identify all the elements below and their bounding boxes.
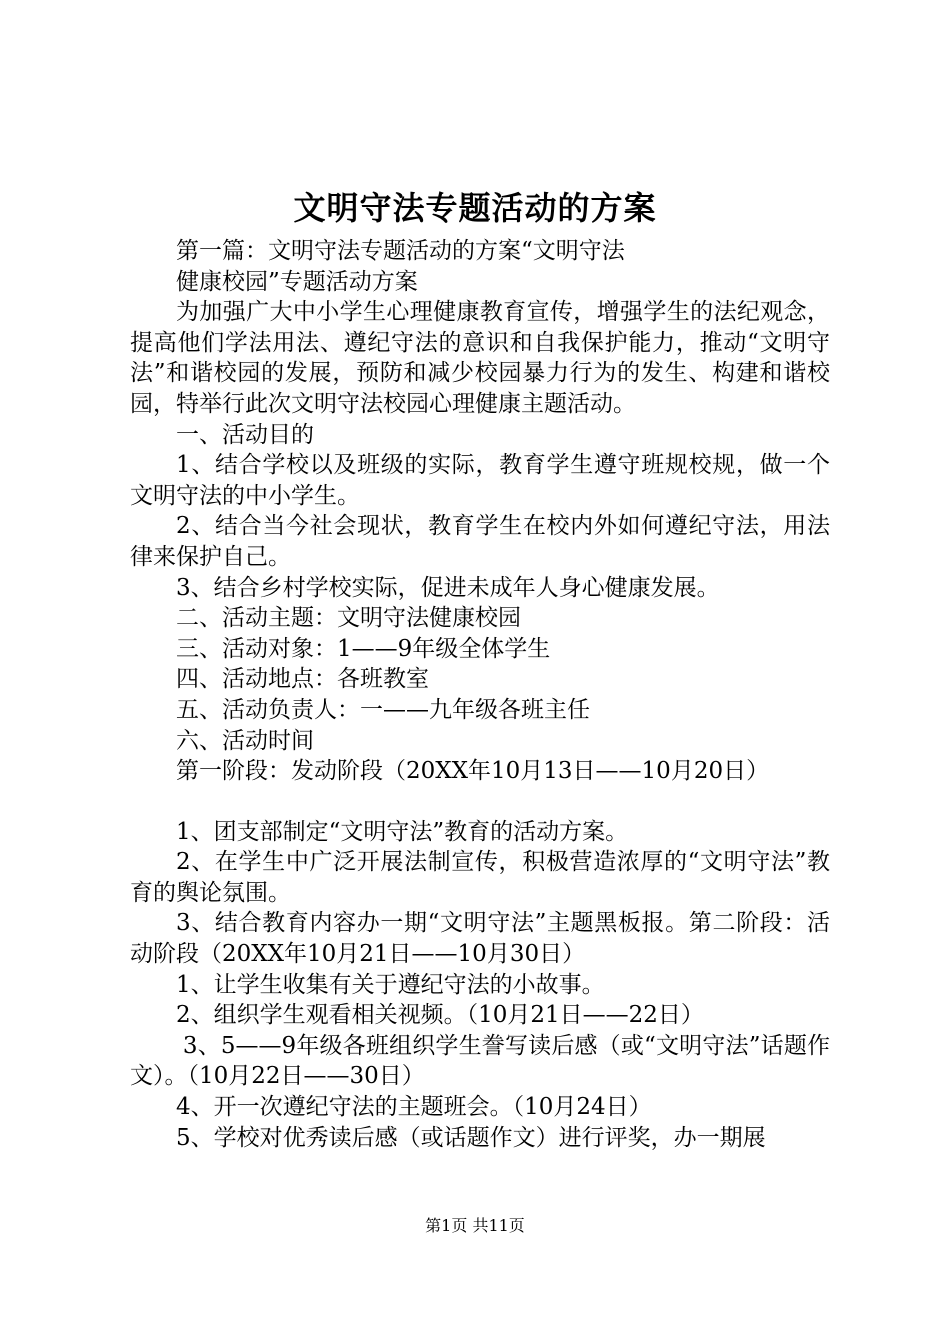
blank-line	[130, 787, 830, 817]
stage-item: 3、结合教育内容办一期“文明守法”主题黑板报。第二阶段：活动阶段（20XX年10月21日——10月30日）	[130, 910, 830, 968]
stage-item: 4、开一次遵纪守法的主题班会。（10月24日）	[176, 1094, 652, 1121]
section-heading: 第一篇：文明守法专题活动的方案“文明守法	[176, 238, 625, 264]
stage-item: 2、组织学生观看相关视频。（10月21日——22日）	[176, 1002, 704, 1029]
purpose-item: 3、结合乡村学校实际，促进未成年人身心健康发展。	[176, 574, 720, 601]
document-body	[130, 236, 830, 1153]
document-title: 文明守法专题活动的方案	[293, 189, 657, 227]
activity-location: 四、活动地点：各班教室	[176, 666, 429, 693]
heading-time: 六、活动时间	[176, 727, 314, 754]
purpose-item: 1、结合学校以及班级的实际，教育学生遵守班规校规，做一个文明守法的中小学生。	[130, 452, 830, 509]
purpose-item: 2、结合当今社会现状，教育学生在校内外如何遵纪守法，用法律来保护自己。	[130, 513, 830, 570]
stage-item: 2、在学生中广泛开展法制宣传，积极营造浓厚的“文明守法”教育的舆论氛围。	[130, 849, 830, 906]
stage-item: 3、5——9年级各班组织学生誊写读后感（或“文明守法”话题作文）。（10月22日——30日）	[130, 1032, 830, 1090]
activity-target: 三、活动对象：1——9年级全体学生	[176, 635, 551, 662]
stage-item: 5、学校对优秀读后感（或话题作文）进行评奖，办一期展	[176, 1124, 766, 1151]
stage-one: 第一阶段：发动阶段（20XX年10月13日——10月20日）	[176, 758, 770, 785]
stage-item: 1、团支部制定“文明守法”教育的活动方案。	[176, 818, 629, 845]
stage-item: 1、让学生收集有关于遵纪守法的小故事。	[176, 971, 605, 998]
section-heading-continued: 健康校园”专题活动方案	[176, 268, 418, 295]
activity-owner: 五、活动负责人：一——九年级各班主任	[176, 696, 590, 723]
heading-purpose: 一、活动目的	[176, 421, 314, 448]
intro-paragraph: 为加强广大中小学生心理健康教育宣传，增强学生的法纪观念，提高他们学法用法、遵纪守法的意识和自我保护能力，推动“文明守法”和谐校园的发展，预防和减少校园暴力行为的发生、构建和谐校园，特举行此次文明守法校园心理健康主题活动。	[130, 299, 830, 417]
page-number: 第1页 共11页	[425, 1216, 525, 1235]
activity-theme: 二、活动主题：文明守法健康校园	[176, 605, 521, 632]
